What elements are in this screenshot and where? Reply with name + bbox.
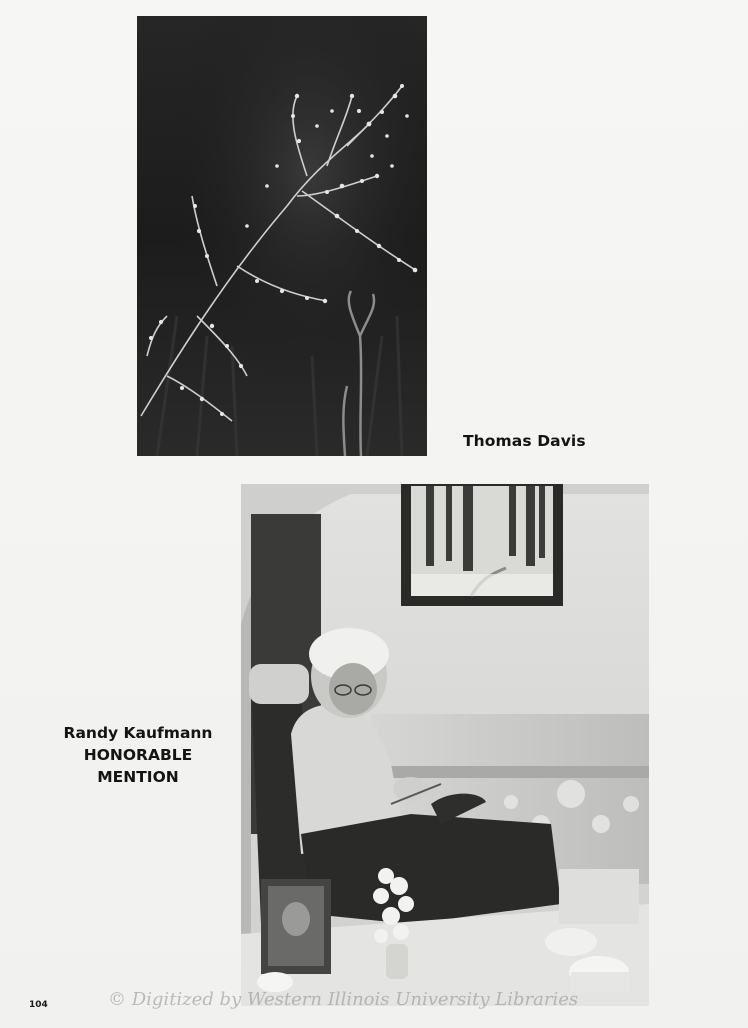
- knitting-woman-photo: [241, 484, 649, 1006]
- digitization-watermark: © Digitized by Western Illinois University Libraries: [108, 989, 579, 1010]
- photo-credit-thomas-davis: Thomas Davis: [463, 432, 586, 450]
- page-number: 104: [29, 1000, 48, 1010]
- award-line-1: HONORABLE: [83, 746, 193, 764]
- credit-name: Randy Kaufmann: [63, 724, 213, 742]
- dew-grass-photo: [137, 16, 427, 456]
- photo-credit-randy-kaufmann: [56, 722, 220, 788]
- award-line-2: MENTION: [97, 768, 179, 786]
